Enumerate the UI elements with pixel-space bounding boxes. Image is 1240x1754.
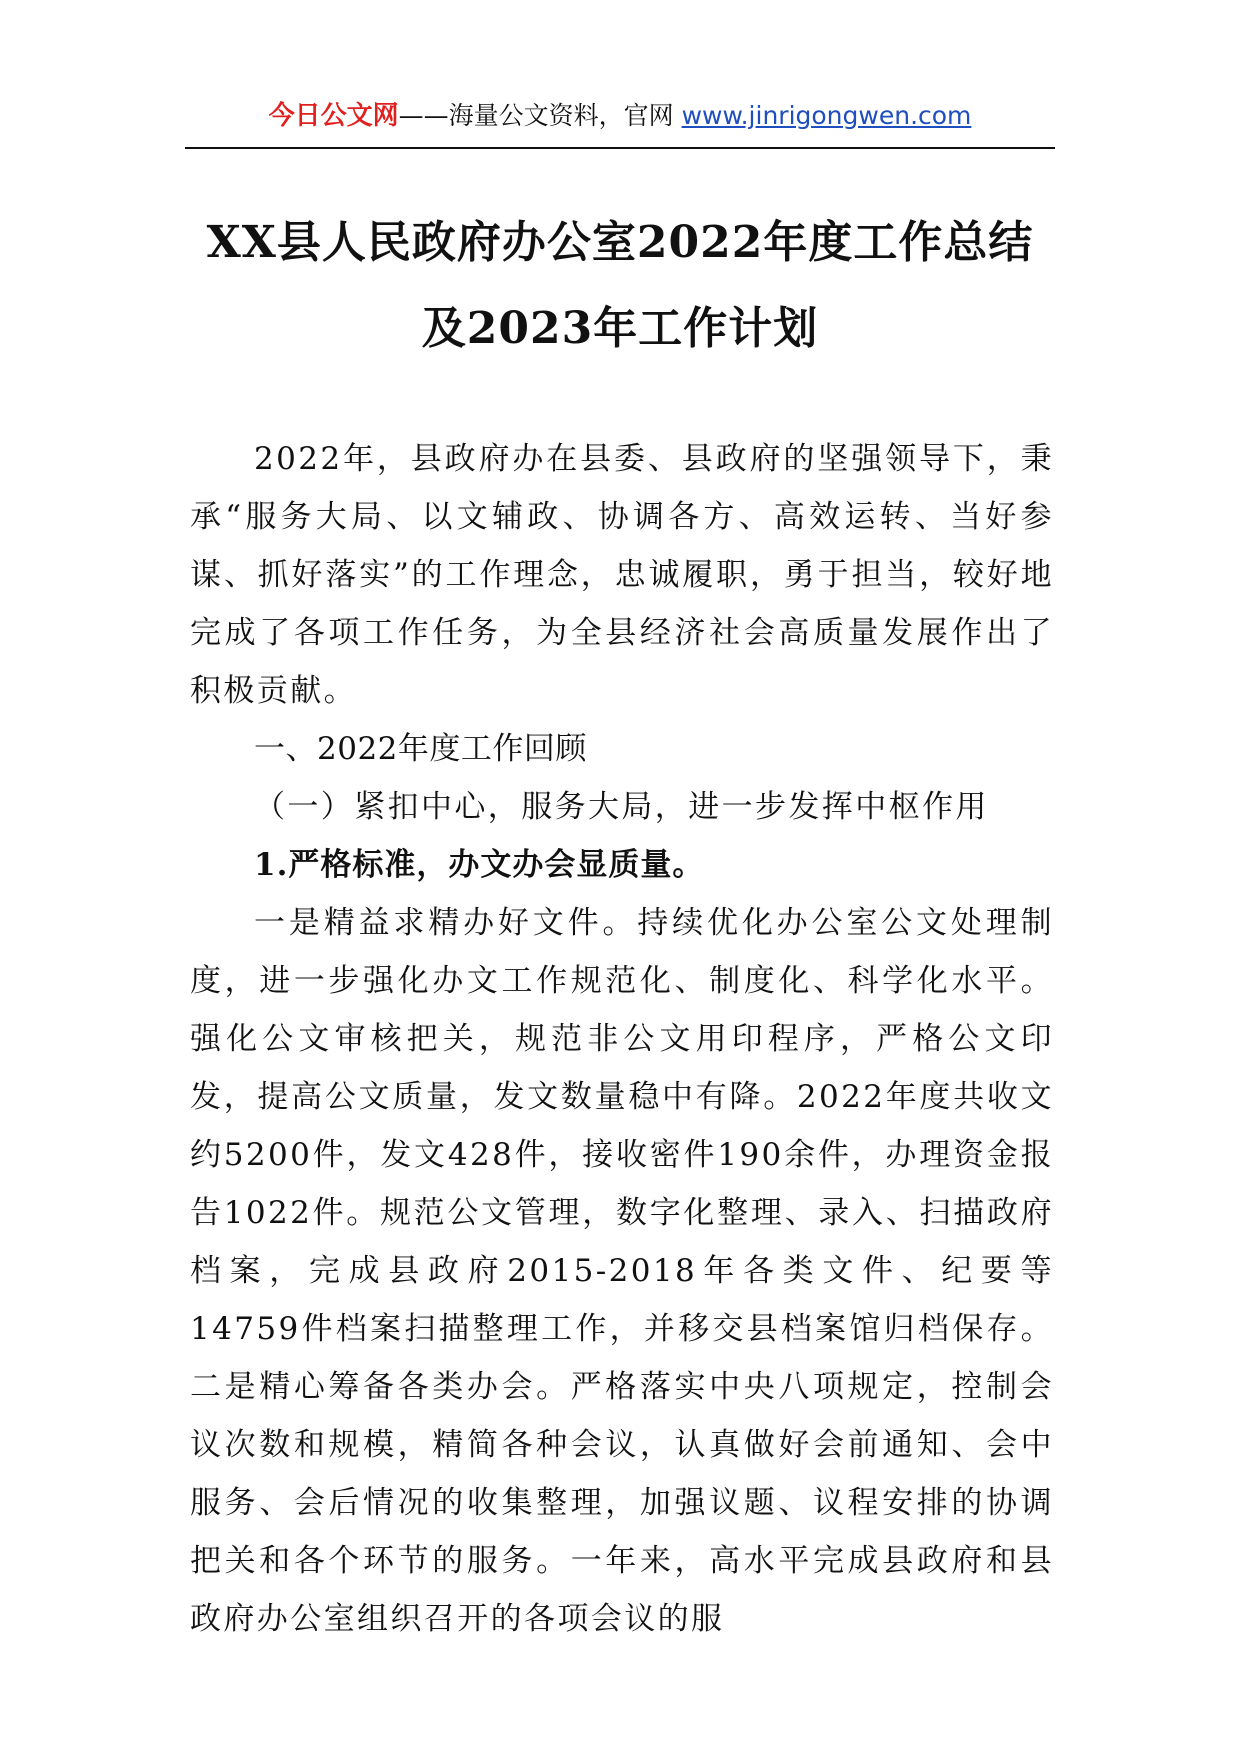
document-body xyxy=(190,430,1054,1648)
page-header xyxy=(185,96,1055,146)
title-line-1: XX县人民政府办公室2022年度工作总结 xyxy=(206,217,1034,268)
brand-name: 今日公文网 xyxy=(268,101,399,131)
subsection-heading: （一）紧扣中心，服务大局，进一步发挥中枢作用 xyxy=(254,789,989,825)
header-divider xyxy=(185,147,1055,149)
intro-paragraph: 2022年，县政府办在县委、县政府的坚强领导下，秉承“服务大局、以文辅政、协调各方、高效运转、当好参谋、抓好落实”的工作理念，忠诚履职，勇于担当，较好地完成了各项工作任务，为全县经济社会高质量发展作出了积极贡献。 xyxy=(190,441,1054,709)
header-tagline: ——海量公文资料，官网 xyxy=(398,101,682,130)
document-title xyxy=(150,200,1090,372)
body-paragraph: 一是精益求精办好文件。持续优化办公室公文处理制度，进一步强化办文工作规范化、制度化、科学化水平。强化公文审核把关，规范非公文用印程序，严格公文印发，提高公文质量，发文数量稳中有降。2022年度共收文约5200件，发文428件，接收密件190余件，办理资金报告1022件。规范公文管理，数字化整理、录入、扫描政府档案，完成县政府2015-2018年各类文件、纪要等14759件档案扫描整理工作，并移交县档案馆归档保存。二是精心筹备各类办会。严格落实中央八项规定，控制会议次数和规模，精简各种会议，认真做好会前通知、会中服务、会后情况的收集整理，加强议题、议程安排的协调把关和各个环节的服务。一年来，高水平完成县政府和县政府办公室组织召开的各项会议的服 xyxy=(190,905,1054,1637)
section-heading: 一、2022年度工作回顾 xyxy=(254,731,587,767)
item-heading: 1.严格标准，办文办会显质量。 xyxy=(254,847,705,883)
title-line-2: 及2023年工作计划 xyxy=(421,303,819,354)
website-link[interactable]: www.jinrigongwen.com xyxy=(681,101,972,130)
